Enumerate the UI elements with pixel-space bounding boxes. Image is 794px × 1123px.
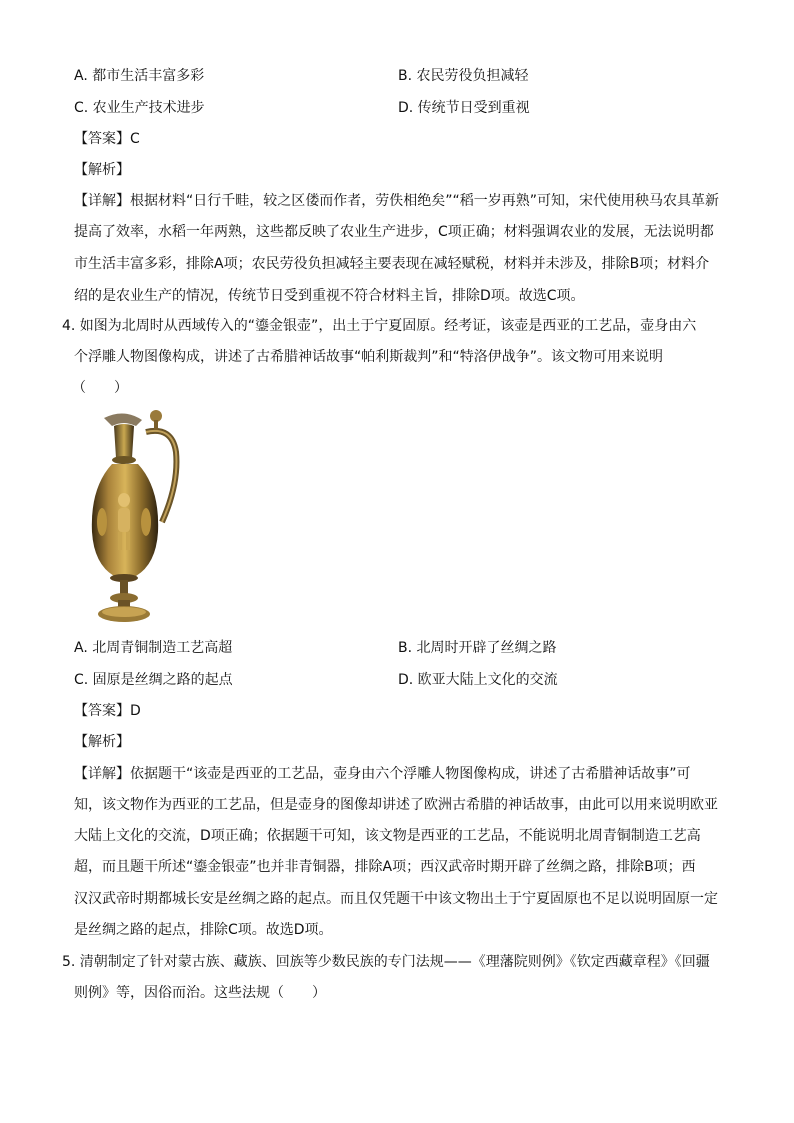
q4-option-d: D. 欧亚大陆上文化的交流 xyxy=(398,672,558,688)
q4-option-c: C. 固原是丝绸之路的起点 xyxy=(74,672,233,688)
q4-detail-line: 知，该文物作为西亚的工艺品，但是壶身的图像却讲述了欧洲古希腊的神话故事，由此可以用来说明欧亚 xyxy=(74,797,718,813)
q4-detail-line: 超，而且题干所述“鎏金银壶”也并非青铜器，排除A项；西汉武帝时期开辟了丝绸之路，排除B项；西 xyxy=(74,859,696,875)
q4-stem-line: （ ） xyxy=(72,380,128,396)
q4-stem-line: 个浮雕人物图像构成，讲述了古希腊神话故事“帕利斯裁判”和“特洛伊战争”。该文物可用来说明 xyxy=(74,349,664,365)
q4-stem-line: 4. 如图为北周时从西域传入的“鎏金银壶”，出土于宁夏固原。经考证，该壶是西亚的工艺品，壶身由六 xyxy=(62,318,697,334)
q4-answer: 【答案】D xyxy=(74,703,141,719)
q4-option-b: B. 北周时开辟了丝绸之路 xyxy=(398,640,557,656)
q4-detail-line: 汉汉武帝时期都城长安是丝绸之路的起点。而且仅凭题干中该文物出土于宁夏固原也不足以说明固原一定 xyxy=(74,891,718,907)
gilded-silver-ewer-image xyxy=(84,404,184,626)
q3-option-c: C. 农业生产技术进步 xyxy=(74,100,205,116)
q4-analysis-label: 【解析】 xyxy=(74,734,130,750)
q3-detail-line: 提高了效率，水稻一年两熟，这些都反映了农业生产进步，C项正确；材料强调农业的发展，无法说明都 xyxy=(74,224,714,240)
q3-detail-line: 市生活丰富多彩，排除A项；农民劳役负担减轻主要表现在减轻赋税，材料并未涉及，排除B项；材料介 xyxy=(74,256,710,272)
q3-analysis-label: 【解析】 xyxy=(74,162,130,178)
q5-stem-line: 则例》等，因俗而治。这些法规（ ） xyxy=(74,985,326,1001)
q4-option-a: A. 北周青铜制造工艺高超 xyxy=(74,640,233,656)
q3-option-a: A. 都市生活丰富多彩 xyxy=(74,68,205,84)
q4-detail-line: 大陆上文化的交流，D项正确；依据题干可知，该文物是西亚的工艺品，不能说明北周青铜制造工艺高 xyxy=(74,828,701,844)
q3-detail-line: 绍的是农业生产的情况，传统节日受到重视不符合材料主旨，排除D项。故选C项。 xyxy=(74,288,585,304)
q3-option-d: D. 传统节日受到重视 xyxy=(398,100,530,116)
q5-stem-line: 5. 清朝制定了针对蒙古族、藏族、回族等少数民族的专门法规——《理藩院则例》《钦定西藏章程》《回疆 xyxy=(62,954,710,970)
q3-answer: 【答案】C xyxy=(74,131,140,147)
q3-detail-line: 【详解】根据材料“日行千畦，较之区偻而作者，劳佚相绝矣”“稻一岁再熟”可知，宋代使用秧马农具革新 xyxy=(74,193,720,209)
q3-option-b: B. 农民劳役负担减轻 xyxy=(398,68,529,84)
q4-detail-line: 【详解】依据题干“该壶是西亚的工艺品，壶身由六个浮雕人物图像构成，讲述了古希腊神话故事”可 xyxy=(74,766,691,782)
q4-detail-line: 是丝绸之路的起点，排除C项。故选D项。 xyxy=(74,922,333,938)
